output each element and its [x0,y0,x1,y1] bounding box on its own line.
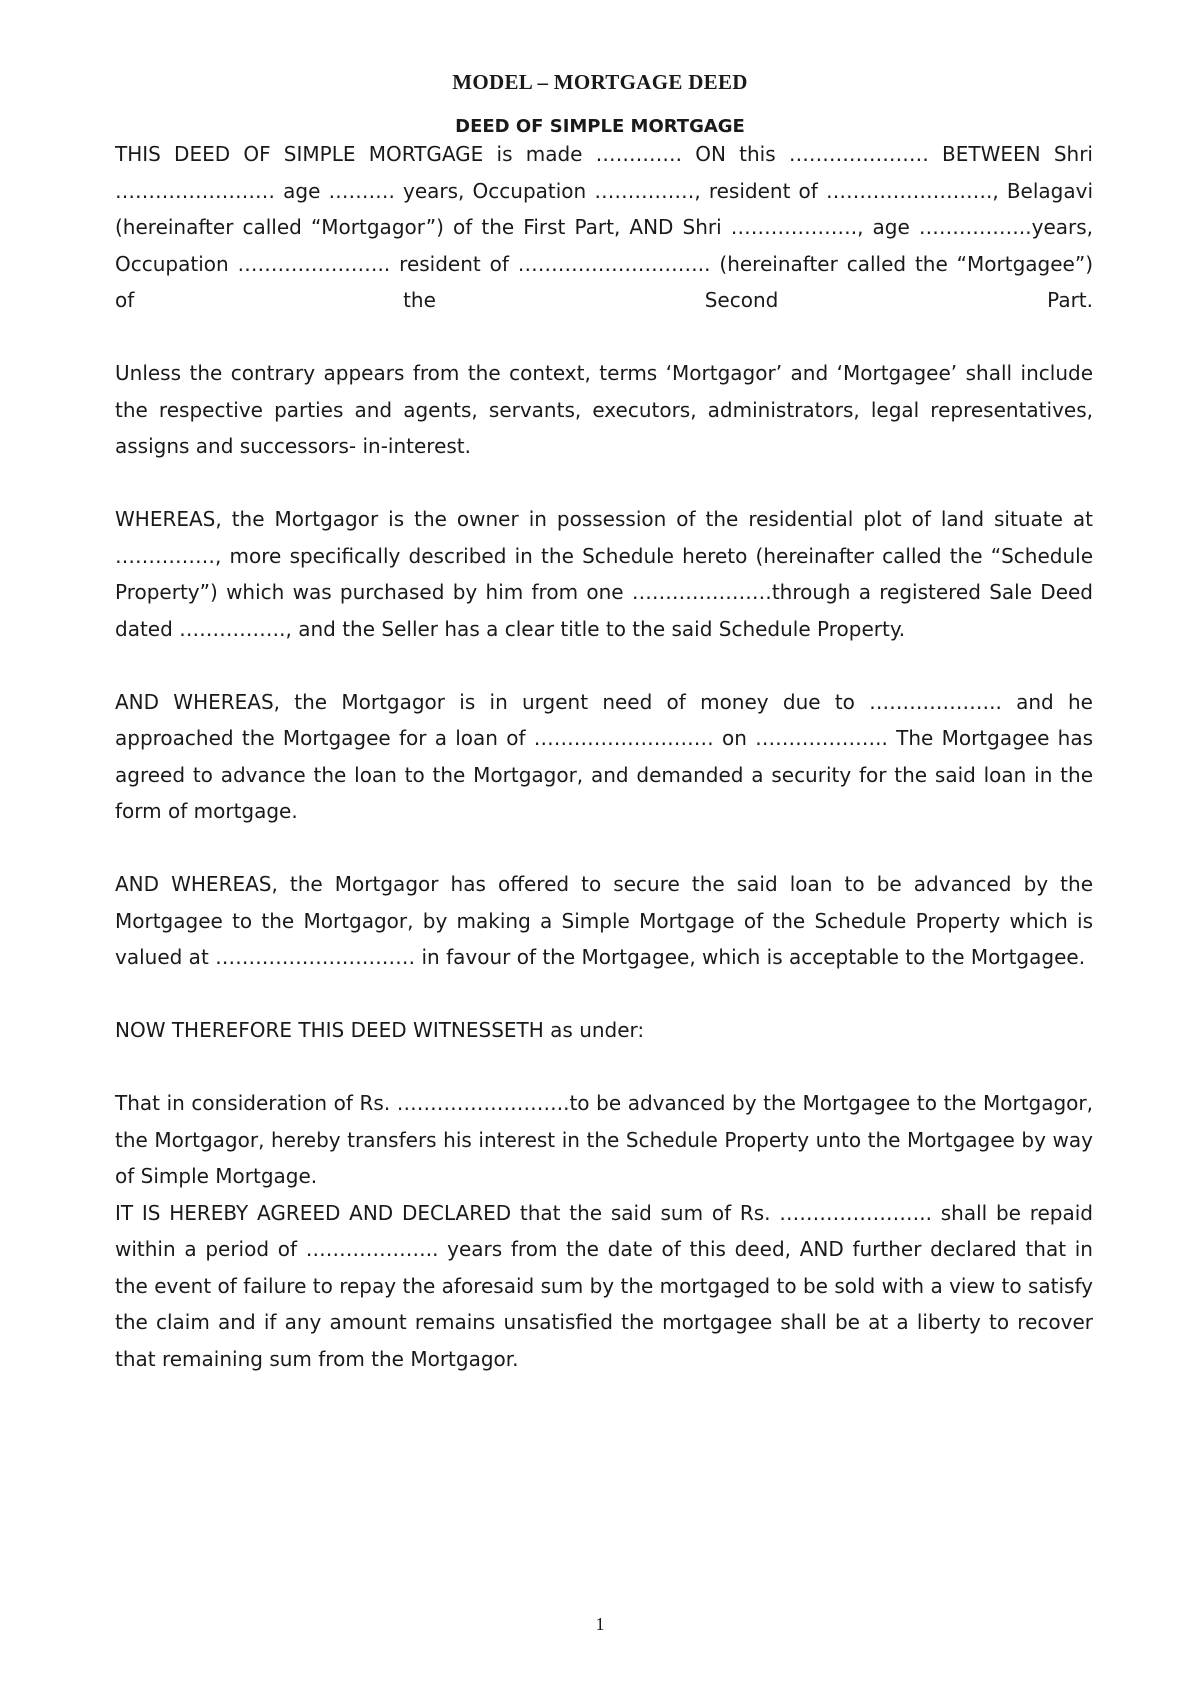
paragraph-whereas-loan: AND WHEREAS, the Mortgagor is in urgent need of money due to ……………….. and he approached the Mortgagee for a loan of ……………………… on ……………….. The Mortgagee has agreed to advance the loan to the Mortgagor, and demanded a security for the said loan in the form of mortgage. [115,689,1093,823]
paragraph-parties: THIS DEED OF SIMPLE MORTGAGE is made …………. ON this ………………… BETWEEN Shri …………………… age ………. years, Occupation ……………, resident of ……………………., Belagavi (hereinafter called “Mortgagor”) of the First Part, AND Shri ………………., age ……………..years, Occupation ………………….. resident of ……………………….. (hereinafter called the “Mortgagee”) of the Second Part. [115,142,1093,312]
paragraph-whereas-ownership: WHEREAS, the Mortgagor is the owner in possession of the residential plot of land situate at ……………, more specifically described in the Schedule hereto (hereinafter called the “Schedule Property”) which was purchased by him from one …………………through a registered Sale Deed dated ……………., and the Seller has a clear title to the said Schedule Property. [115,507,1093,641]
paragraph-spacer [115,830,1093,867]
paragraph-spacer [115,465,1093,502]
document-body [115,136,1093,1377]
paragraph-agreement: IT IS HEREBY AGREED AND DECLARED that the said sum of Rs. ………………….. shall be repaid within a period of ……………….. years from the date of this deed, AND further declared that in the event of failure to repay the aforesaid sum by the mortgaged to be sold with a view to satisfy the claim and if any amount remains unsatisfied the mortgagee shall be at a liberty to recover that remaining sum from the Mortgagor. [115,1200,1093,1371]
paragraph-spacer [115,1049,1093,1086]
paragraph-spacer [115,976,1093,1013]
paragraph-witnesseth: NOW THEREFORE THIS DEED WITNESSETH as under: [115,1018,645,1042]
paragraph-spacer [115,319,1093,356]
paragraph-consideration: That in consideration of Rs. ……………………..to be advanced by the Mortgagee to the Mortgagor, the Mortgagor, hereby transfers his interest in the Schedule Property unto the Mortgagee by way of Simple Mortgage. [115,1091,1093,1188]
document-title: MODEL – MORTGAGE DEED [452,70,748,94]
paragraph-whereas-security: AND WHEREAS, the Mortgagor has offered to secure the said loan to be advanced by the Mortgagee to the Mortgagor, by making a Simple Mortgage of the Schedule Property which is valued at ………………………… in favour of the Mortgagee, which is acceptable to the Mortgagee. [115,872,1093,969]
paragraph-spacer [115,647,1093,684]
paragraph-definitions: Unless the contrary appears from the context, terms ‘Mortgagor’ and ‘Mortgagee’ shall include the respective parties and agents, servants, executors, administrators, legal representatives, assigns and successors- in-interest. [115,361,1093,458]
page-number: 1 [595,1614,605,1634]
document-subtitle: DEED OF SIMPLE MORTGAGE [455,116,745,137]
